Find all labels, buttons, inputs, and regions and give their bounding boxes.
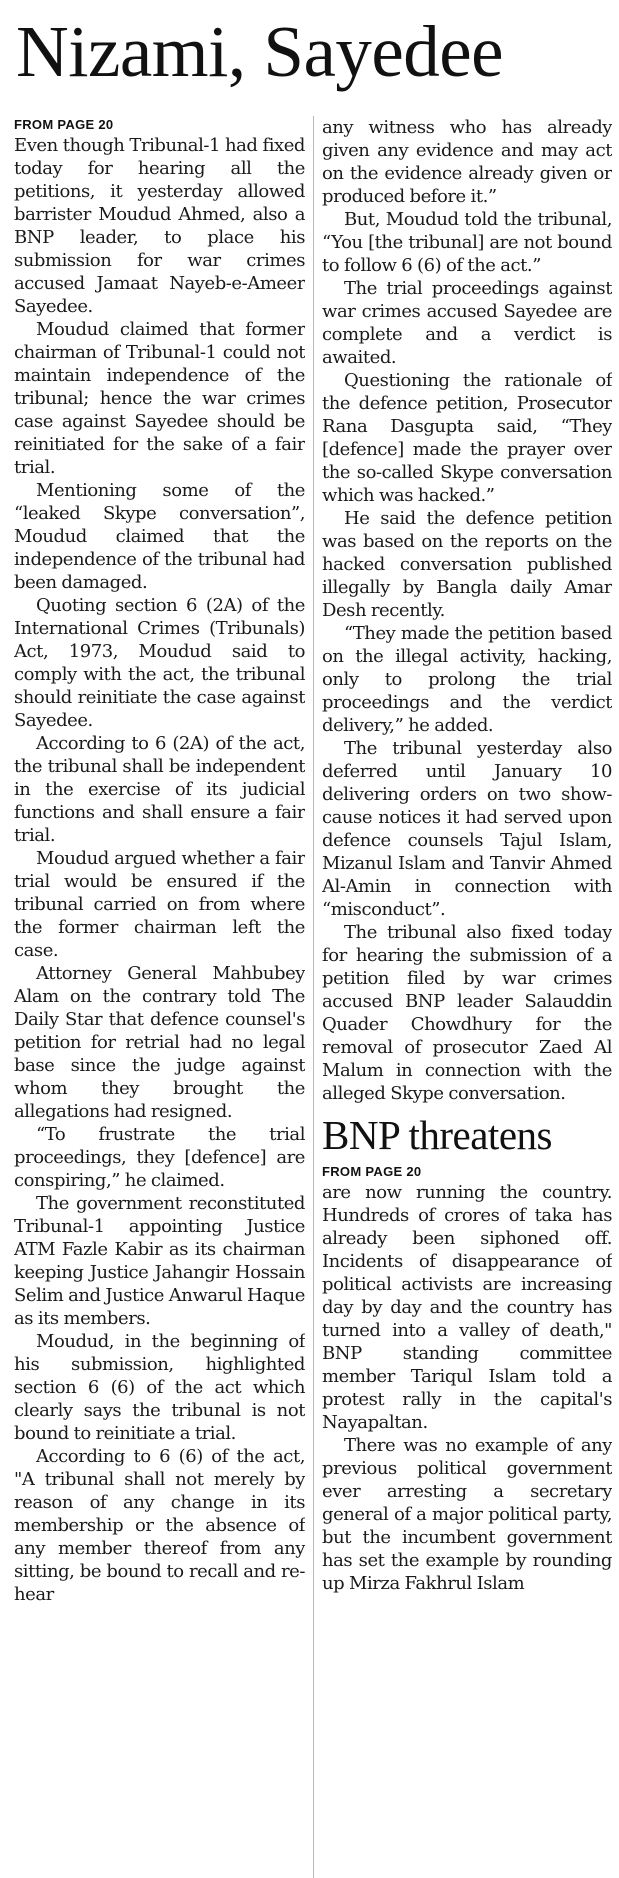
- column-divider: [313, 116, 314, 1878]
- article1-paragraph: But, Moudud told the tribunal, “You [the tribunal] are not bound to follow 6 (6) of the act.”: [322, 209, 612, 276]
- article1-paragraph: The tribunal yesterday also deferred until January 10 delivering orders on two show-cause notices it had served upon defence counsels Tajul Islam, Mizanul Islam and Tanvir Ahmed Al-Amin in connection with “misconduct”.: [322, 738, 612, 920]
- article1-paragraph: The government reconstituted Tribunal-1 appointing Justice ATM Fazle Kabir as its chairman keeping Justice Jahangir Hossain Selim and Justice Anwarul Haque as its members.: [14, 1193, 305, 1329]
- article1-paragraph: Moudud argued whether a fair trial would be ensured if the tribunal carried on from where the former chairman left the case.: [14, 848, 305, 961]
- article1-paragraph: Questioning the rationale of the defence petition, Prosecutor Rana Dasgupta said, “They [defence] made the prayer over the so-called Skype conversation which was hacked.”: [322, 370, 612, 506]
- article1-paragraph: “They made the petition based on the illegal activity, hacking, only to prolong the trial proceedings and the verdict delivery,” he added.: [322, 623, 612, 736]
- article1-paragraph: Mentioning some of the “leaked Skype conversation”, Moudud claimed that the independence of the tribunal had been damaged.: [14, 480, 305, 593]
- headline: Nizami, Sayedee: [16, 11, 504, 92]
- article2-paragraph: There was no example of any previous political government ever arresting a secretary general of a major political party, but the incumbent government has set the example by rounding up Mirza Fakhrul Islam: [322, 1435, 612, 1594]
- left-column: [14, 116, 305, 1878]
- article1-paragraph: Quoting section 6 (2A) of the International Crimes (Tribunals) Act, 1973, Moudud said to comply with the act, the tribunal should reinitiate the case against Sayedee.: [14, 595, 305, 731]
- article1-paragraph: Moudud claimed that former chairman of Tribunal-1 could not maintain independence of the tribunal; hence the war crimes case against Sayedee should be reinitiated for the sake of a fair trial.: [14, 319, 305, 478]
- article1-paragraph: Even though Tribunal-1 had fixed today for hearing all the petitions, it yesterday allowed barrister Moudud Ahmed, also a BNP leader, to place his submission for war crimes accused Jamaat Nayeb-e-Ameer Sayedee.: [14, 135, 305, 317]
- article1-paragraph: According to 6 (6) of the act, "A tribunal shall not merely by reason of any change in its membership or the absence of any member thereof from any sitting, be bound to recall and re-hear: [14, 1446, 305, 1605]
- article1-paragraph: Attorney General Mahbubey Alam on the contrary told The Daily Star that defence counsel's petition for retrial had no legal base since the judge against whom they brought the allegations had resigned.: [14, 963, 305, 1122]
- article1-paragraph: The tribunal also fixed today for hearing the submission of a petition filed by war crimes accused BNP leader Salauddin Quader Chowdhury for the removal of prosecutor Zaed Al Malum in connection with the alleged Skype conversation.: [322, 922, 612, 1104]
- article1-paragraph: Moudud, in the beginning of his submission, highlighted section 6 (6) of the act which clearly says the tribunal is not bound to reinitiate a trial.: [14, 1331, 305, 1444]
- article2-kicker: FROM PAGE 20: [322, 1164, 422, 1179]
- article1-kicker: FROM PAGE 20: [14, 117, 114, 132]
- right-column: [322, 116, 612, 1878]
- article1-paragraph: “To frustrate the trial proceedings, they [defence] are conspiring,” he claimed.: [14, 1124, 305, 1191]
- article1-paragraph: any witness who has already given any evidence and may act on the evidence already given or produced before it.”: [322, 117, 612, 207]
- article2-paragraph: are now running the country. Hundreds of crores of taka has already been siphoned off. Incidents of disappearance of political activists are increasing day by day and the country has turned into a valley of death," BNP standing committee member Tariqul Islam told a protest rally in the capital's Nayapaltan.: [322, 1182, 612, 1433]
- article1-paragraph: He said the defence petition was based on the reports on the hacked conversation published illegally by Bangla daily Amar Desh recently.: [322, 508, 612, 621]
- article2-headline: BNP threatens: [322, 1112, 552, 1158]
- article1-paragraph: The trial proceedings against war crimes accused Sayedee are complete and a verdict is awaited.: [322, 278, 612, 368]
- article1-paragraph: According to 6 (2A) of the act, the tribunal shall be independent in the exercise of its judicial functions and shall ensure a fair trial.: [14, 733, 305, 846]
